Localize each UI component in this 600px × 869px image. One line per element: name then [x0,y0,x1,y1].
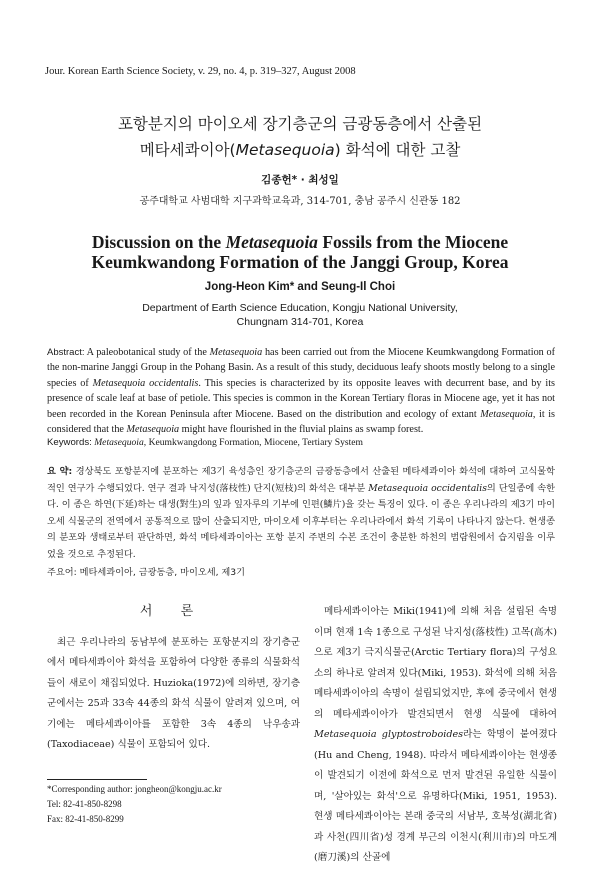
abstract-text-4: , it is considered that the [47,408,555,436]
right-column-body [314,602,557,869]
keywords-italic: Metasequoia [91,437,144,448]
english-title-line2: Keumkwandong Formation of the Janggi Group, Korea [91,252,509,272]
korean-abstract-text-2: 의 단일종에 속한다. 이 종은 하연(下延)하는 대생(對生)의 잎과 잎자루의 기부에 인편(鱗片)을 갖는 특징이 있다. 이 종은 우리나라의 제3기 마이오세 식물군의 전역에서 공통적으로 많이 산출되지만, 마이오세 이후부터는 우리나라에서 화석 기록이 나타나지 않는다. 현생종의 분포와 생태로부터 판단하면, 화석 메타세콰이아는 포항 분지 주변의 수본 조건이 충분한 하천의 범람원에서 습지림을 이루었을 것으로 추정된다. [47,482,555,560]
korean-title-line1: 포항분지의 마이오세 장기층군의 금광동층에서 산출된 [117,115,483,133]
abstract-text-1: A paleobotanical study of the [84,347,210,358]
section-heading: 서 론 [139,604,206,619]
left-column-body: 최근 우리나라의 동남부에 분포하는 포항분지의 장기층군에서 메타세콰이아 화석을 포함하여 다양한 종류의 식물화석들이 새로이 채집되었다. Huzioka(1972)에 의하면, 장기층군에서는 25과 33속 44종의 화석 식물이 알려져 있으며, 여기에는 메타세콰이아를 포함한 3속 4종의 낙우송과(Taxodiaceae) 식물이 포함되어 있다. [47,637,300,751]
right-column-text-1: 메타세콰이아는 Miki(1941)에 의해 처음 설립된 속명이며 현재 1속 1종으로 구성된 낙지성(落枝性) 고목(高木)으로 제3기 극지식물군(Arctic Tertiary flora)의 구성요소의 하나로 알려져 있다(Miki, 1953). 화석에 의해 처음 메타세콰이아의 속명이 설립되었지만, 후에 중국에서 현생의 메타세콰이아가 발견되면서 현생 식물에 대하여 [314,606,557,720]
korean-title-line2-italic: Metasequoia [235,141,335,159]
abstract [47,345,555,437]
korean-affiliation: 공주대학교 사범대학 지구과학교육과, 314-701, 충남 공주시 신관동 182 [139,196,461,207]
keywords [47,437,363,448]
korean-abstract-italic: Metasequoia occidentalis [368,482,487,494]
abstract-italic-2: Metasequoia occidentalis [92,377,199,389]
korean-title-line2-pre: 메타세콰이아( [139,141,236,159]
korean-abstract-text-1: 경상북도 포항분지에 분포하는 제3기 육성층인 장기층군의 금광동층에서 산출된 메타세콰이아 화석에 대하여 고식물학적인 연구가 수행되었다. 연구 결과 낙지성(落枝性) 단지(短枝)의 화석은 대부분 [47,466,555,494]
abstract-italic-3: Metasequoia [480,408,533,420]
footnote-divider [47,779,147,780]
korean-keywords: 주요어: 메타세콰이아, 금광동층, 마이오세, 제3기 [47,567,246,578]
keywords-label: Keywords: [47,437,92,448]
right-column-text-2: 라는 학명이 붙여졌다(Hu and Cheng, 1948). 따라서 메타세콰이아는 현생종이 발견되기 이전에 화석으로 먼저 발견된 유일한 식물이며, '살아있는 화석'으로 유명하다(Miki, 1951, 1953). 현생 메타세콰이아는 본래 중국의 서남부, 호북성(湖北省)과 사천(四川省)성 경계 부근의 이천시(利川市)의 마도계(磨刀溪)의 산골에 [314,729,557,863]
korean-title-line2 [0,138,600,160]
english-title-line1-italic: Metasequoia [225,232,318,252]
abstract-label: Abstract: [47,347,85,358]
footnote-fax: Fax: 82-41-850-8299 [47,814,124,824]
korean-abstract [47,464,555,564]
journal-citation: Jour. Korean Earth Science Society, v. 29, no. 4, p. 319–327, August 2008 [45,66,356,77]
right-column-italic: Metasequoia glyptostroboides [314,729,464,740]
english-title-line1 [0,232,600,253]
abstract-text-5: might have flourished in the fluvial plains as swamp forest. [179,424,424,436]
abstract-text-3: . This species is characterized by its opposite leaves with decurrent base, and by its presence of scale leaf at base of petiole. This species is common in the Korean Tertiary floras in Miocene age, yet it has not been recorded in the Korean Peninsula after Miocene. Based on the distribution and ecology of extant [47,377,555,420]
english-title-line1-pre: Discussion on the [91,232,226,252]
korean-abstract-label: 요 약: [47,466,73,477]
keywords-rest: , Keumkwangdong Formation, Miocene, Tertiary System [143,437,364,448]
abstract-italic-1: Metasequoia [209,347,263,358]
english-department-line2: Chungnam 314-701, Korea [236,316,364,328]
english-authors: Jong-Heon Kim* and Seung-Il Choi [204,281,396,293]
english-department-line1: Department of Earth Science Education, Kongju National University, [142,302,458,314]
korean-authors: 김종헌* · 최성일 [261,174,339,186]
abstract-text-2: has been carried out from the Miocene Keumkwangdong Formation of the non-marine Janggi Group in the Pohang Basin. As a result of this study, deciduous leafy shoots mostly belong to a single species of [47,347,555,389]
footnote-tel: Tel: 82-41-850-8298 [47,799,122,809]
footnote-corresponding: *Corresponding author: jongheon@kongju.ac.kr [47,784,222,794]
korean-title-line2-post: ) 화석에 대한 고찰 [334,141,461,159]
english-title-line1-post: Fossils from the Miocene [317,232,509,252]
abstract-italic-4: Metasequoia [126,424,180,436]
